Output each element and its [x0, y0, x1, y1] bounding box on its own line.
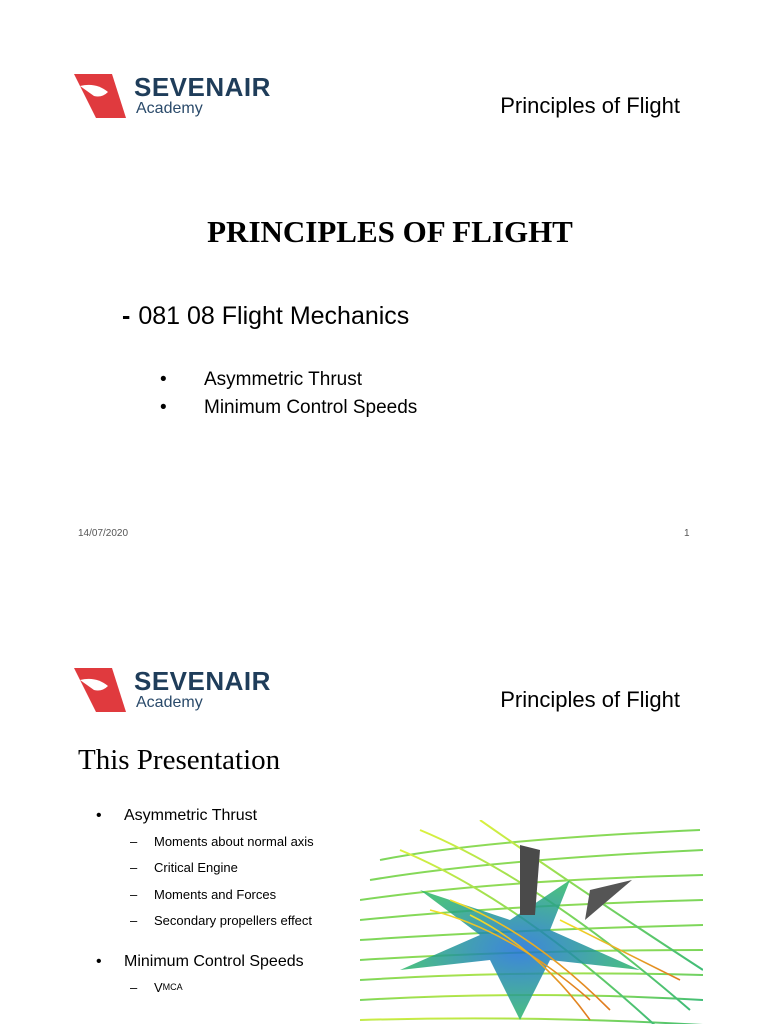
- logo-sub: Academy: [136, 100, 203, 117]
- sevenair-tail-icon: [72, 72, 128, 120]
- section-label: Asymmetric Thrust: [124, 807, 258, 824]
- logo-sub: Academy: [136, 694, 203, 711]
- sevenair-tail-icon: [72, 666, 128, 714]
- dash-mark: –: [130, 913, 138, 929]
- item-text: Secondary propellers effect: [154, 913, 313, 929]
- item-subscript: MCA: [162, 982, 183, 993]
- aircraft-cfd-streamline-image: [360, 820, 703, 1024]
- logo-name: SEVENAIR: [134, 72, 271, 102]
- dash-mark: –: [130, 833, 138, 849]
- item-text: Moments about normal axis: [154, 833, 314, 849]
- list-item: [130, 855, 314, 882]
- list-item: [96, 804, 314, 828]
- sevenair-logo: [72, 666, 271, 714]
- bullet-text: Minimum Control Speeds: [204, 397, 418, 418]
- page-number: 1: [684, 528, 690, 539]
- header-title: Principles of Flight: [500, 93, 680, 118]
- item-text: Critical Engine: [154, 860, 238, 876]
- dash-mark: –: [130, 886, 138, 902]
- section-label: Minimum Control Speeds: [124, 953, 304, 970]
- bullet-mark: •: [160, 369, 167, 390]
- outline-list: [96, 804, 314, 1001]
- list-item: [96, 950, 314, 974]
- dash-mark: –: [130, 979, 138, 995]
- list-item: [130, 881, 314, 908]
- bullet-mark: •: [96, 807, 102, 824]
- bullet-list: [160, 366, 417, 422]
- subtitle-dash: -: [122, 302, 131, 330]
- list-item: [130, 828, 314, 855]
- bullet-mark: •: [96, 953, 102, 970]
- list-item: [160, 394, 417, 422]
- subtitle-text: 081 08 Flight Mechanics: [138, 302, 410, 330]
- sub-list: [130, 828, 314, 934]
- slide-2: [0, 594, 768, 1024]
- list-item: [130, 908, 314, 935]
- slide-subtitle: [122, 302, 409, 331]
- list-item: [130, 974, 314, 1001]
- dash-mark: –: [130, 860, 138, 876]
- bullet-mark: •: [160, 397, 167, 418]
- list-item: [160, 366, 417, 394]
- slide-title: PRINCIPLES OF FLIGHT: [207, 214, 573, 249]
- bullet-text: Asymmetric Thrust: [204, 369, 363, 390]
- sub-list: [130, 974, 314, 1001]
- footer-date: 14/07/2020: [78, 528, 129, 539]
- logo-name: SEVENAIR: [134, 666, 271, 696]
- item-text: Moments and Forces: [154, 886, 277, 902]
- item-text: V: [154, 979, 163, 995]
- header-title: Principles of Flight: [500, 687, 680, 712]
- slide-title: This Presentation: [78, 744, 281, 776]
- sevenair-logo: [72, 72, 271, 120]
